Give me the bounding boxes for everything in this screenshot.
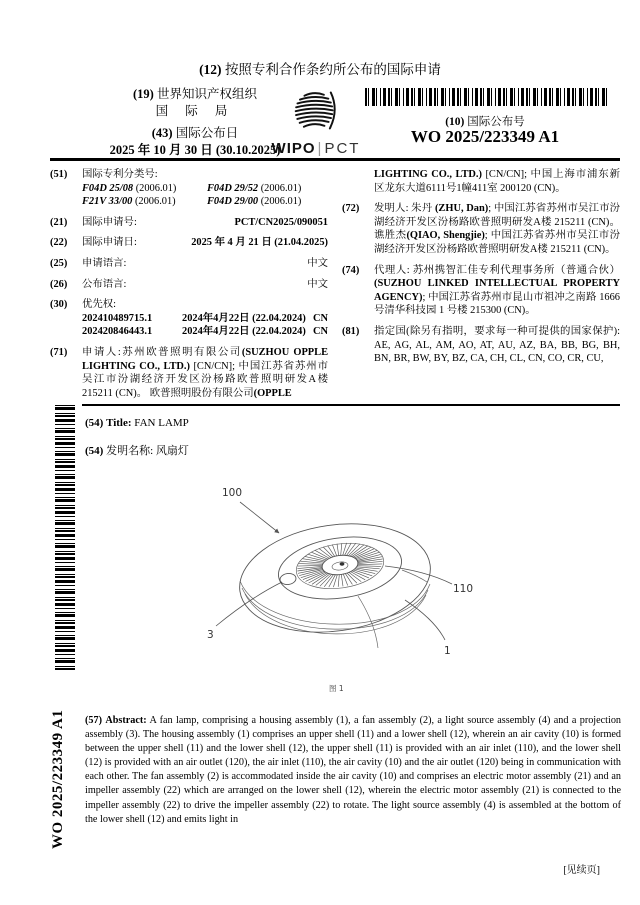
ipc-code: F21V 33/00: [82, 196, 133, 208]
priority-row: [82, 312, 328, 326]
field-body: [82, 298, 328, 339]
field-filing-language: [50, 257, 328, 271]
title-line-zh: [85, 442, 620, 458]
title-label-en: Title:: [106, 417, 132, 429]
field-agent: [342, 264, 620, 318]
ipc-entry: [82, 195, 203, 209]
inventor2-address: ; 中国江苏省苏州市吴江市汾湖经济开发区汾杨路欧普照明研发A楼 215211 (CN)。: [374, 230, 621, 255]
priority-date: 2024年4月22日 (22.04.2024): [182, 326, 306, 338]
divider: |: [317, 140, 323, 157]
wipo-globe-icon: [286, 86, 346, 134]
publication-number: WO 2025/223349 A1: [410, 127, 560, 146]
patent-figure-fan-lamp: [180, 478, 520, 718]
applicant2-address: [CN/CN]; 中国上海市浦东新区龙东大道6111号1幢411室 200120 (CN)。: [374, 169, 620, 194]
inventor2-name-en: (QIAO, Shengjie): [406, 230, 485, 242]
priority-row: [82, 325, 328, 339]
agent-name-en: (SUZHOU LINKED INTELLECTUAL PROPERTY AGENCY): [374, 278, 620, 303]
ipc-entry: [82, 182, 203, 196]
application-number: PCT/CN2025/090051: [234, 216, 328, 228]
invention-title-zh: 风扇灯: [155, 445, 189, 457]
header-line12: [0, 58, 640, 78]
priority-label: 优先权:: [82, 299, 117, 311]
agent-name-zh: 代理人: 苏州携智汇佳专利代理事务所（普通合伙）: [374, 264, 620, 276]
field-code: (26): [50, 278, 68, 290]
field-label: 公布语言:: [82, 278, 127, 290]
field-label: 国际申请日:: [82, 237, 137, 249]
bibliographic-section: [50, 168, 620, 407]
field-filing-date: [50, 236, 328, 250]
applicant-name-zh: 申请人:苏州欧普照明有限公司: [82, 346, 242, 358]
priority-number: 202410489715.1: [82, 312, 153, 324]
field-code: (74): [342, 264, 360, 276]
field-publication-language: [50, 278, 328, 292]
sidebar-publication-number: WO 2025/223349 A1: [50, 709, 66, 849]
field-body: [374, 168, 620, 195]
field-body: [374, 264, 620, 318]
field-code: (22): [50, 237, 68, 249]
abstract-text: A fan lamp, comprising a housing assembly (1), a fan assembly (2), a light source assembly (4) and a projection assembly (3). The housing assembly (1) comprises an upper shell (11) and a lower shell (12), wherein an air cavity (10) is formed between the upper shell (11) and the lower shell (12), the upper shell (11) is provided with an air inlet (110), and the lower shell (12) is provided with an air outlet (120), the air inlet (110), the air cavity (10) and the air outlet (120) being in communication with each other. The fan assembly (2) is accommodated inside the air cavity (10) and comprises an electric motor assembly (21) and an impeller assembly (22) which are arranged on the lower shell (12), wherein the electric motor assembly (21) is connected to the impeller assembly (22) to drive the impeller assembly (22) to rotate. The light source assembly (4) is assembled at the bottom of the lower shell (12) and emits light in: [85, 715, 622, 825]
applicant-address: [CN/CN]; 中国江苏省苏州市吴江市汾湖经济开发区汾杨路欧普照明研发A楼 215211 (CN)。 欧普照明股份有限公司: [82, 360, 328, 399]
priority-country: CN: [312, 326, 328, 338]
field-code-43: (43): [151, 126, 173, 140]
ipc-entry: [207, 182, 328, 196]
field-inventors: [342, 202, 620, 256]
field-body: [374, 202, 620, 256]
barcode-icon: [365, 88, 610, 106]
publication-language: 中文: [307, 278, 328, 290]
ipc-year: (2006.01): [260, 196, 302, 208]
field-label: 国际申请号:: [82, 216, 137, 228]
ipc-year: (2006.01): [260, 182, 302, 194]
priority-date: 2024年4月22日 (22.04.2024): [182, 312, 306, 324]
field-designated-states: [342, 325, 620, 366]
applicant2-name-en: LIGHTING CO., LTD.): [374, 169, 482, 180]
figure-label-1: 1: [444, 645, 451, 657]
ipc-code: F04D 29/52: [207, 182, 259, 194]
applicant2-name-en-part: (OPPLE: [253, 387, 292, 399]
field-code: (25): [50, 257, 68, 269]
title-block: [85, 417, 620, 471]
field-code: (81): [342, 325, 360, 337]
figure-label-110: 110: [453, 583, 474, 595]
field-code: (21): [50, 216, 68, 228]
figure-label-100: 100: [222, 487, 243, 499]
field-code: (51): [50, 169, 68, 180]
header-rule: [50, 158, 620, 161]
pub-date-label: 国际公布日: [175, 126, 239, 140]
ipc-year: (2006.01): [135, 182, 177, 194]
field-body: [82, 346, 328, 400]
pub-number-label: 国际公布号: [467, 116, 525, 128]
field-body: [82, 168, 328, 209]
filing-language: 中文: [307, 257, 328, 269]
field-priority: [50, 298, 328, 339]
agent-address: ; 中国江苏省苏州市昆山市祖冲之南路 1666 号清华科技园 1 号楼 215300 (CN)。: [374, 291, 620, 317]
ipc-entry: [207, 195, 328, 209]
pub-date: 2025 年 10 月 30 日 (30.10.2025): [109, 143, 281, 157]
org-name: 世界知识产权组织: [156, 87, 257, 101]
filing-date: 2025 年 4 月 21 日 (21.04.2025): [191, 237, 328, 249]
wipo-logo: [268, 86, 364, 157]
title-rule: [82, 404, 620, 406]
field-code-10: (10): [445, 116, 465, 128]
figure-label-3: 3: [207, 629, 214, 641]
wipo-pct-wordmark: [268, 140, 364, 157]
ipc-code: F04D 25/08: [82, 182, 134, 194]
field-ipc: [50, 168, 328, 209]
header-line12-text: 按照专利合作条约所公布的国际申请: [224, 62, 441, 77]
ipc-label: 国际专利分类号:: [82, 169, 158, 180]
field-application-number: [50, 216, 328, 230]
ipc-codes: [82, 182, 328, 209]
abstract-label: Abstract:: [105, 715, 147, 726]
invention-title-en: FAN LAMP: [134, 417, 189, 429]
field-code-19: (19): [133, 87, 154, 101]
field-code: [342, 168, 374, 195]
biblio-left-column: [50, 168, 328, 407]
field-code-54: (54): [85, 417, 104, 429]
field-applicant: [50, 346, 328, 400]
pct-text: PCT: [324, 140, 361, 157]
designated-states-list: 指定国(除另有指明，要求每一种可提供的国家保护): AE, AG, AL, AM, AO, AT, AU, AZ, BA, BB, BG, BH, BN, BR, BW, BY, BZ, CA, CH, CL, CN, CO, CR, CU,: [374, 325, 620, 365]
biblio-right-column: [342, 168, 620, 407]
continuation-note: [见续页]: [563, 865, 600, 876]
priority-number: 202420846443.1: [82, 326, 153, 338]
applicant-name-en: (SUZHOU OPPLE LIGHTING CO., LTD.): [82, 346, 328, 372]
inventor1-address: ; 中国江苏省苏州市吴江市汾湖经济开发区汾杨路欧普照明研发A楼 215211 (CN)。 谯胜杰: [374, 203, 620, 242]
abstract-section: [85, 714, 621, 827]
field-label: 申请语言:: [82, 257, 127, 269]
field-body: [82, 216, 328, 230]
figure-caption: 图 1: [329, 684, 344, 693]
wipo-text: WIPO: [271, 140, 316, 157]
org-bureau: 国 际 局: [155, 104, 235, 118]
field-applicant-continued: [342, 168, 620, 195]
field-code: (72): [342, 203, 360, 215]
field-code: (71): [50, 346, 68, 358]
field-code-57: (57): [85, 715, 102, 726]
field-body: [82, 236, 328, 250]
barcode-vertical-icon: [55, 402, 75, 670]
field-code-54: (54): [85, 445, 104, 457]
inventor1-name-zh: 发明人: 朱丹: [374, 203, 435, 215]
ipc-code: F04D 29/00: [207, 196, 259, 208]
field-body: [82, 257, 328, 271]
title-line-en: [85, 417, 620, 429]
inventor1-name-en: (ZHU, Dan): [434, 203, 489, 215]
title-label-zh: 发明名称:: [106, 445, 154, 457]
field-body: [82, 278, 328, 292]
priority-country: CN: [312, 312, 328, 324]
ipc-year: (2006.01): [134, 196, 176, 208]
field-code-12: (12): [199, 62, 222, 77]
field-code: (30): [50, 299, 68, 311]
